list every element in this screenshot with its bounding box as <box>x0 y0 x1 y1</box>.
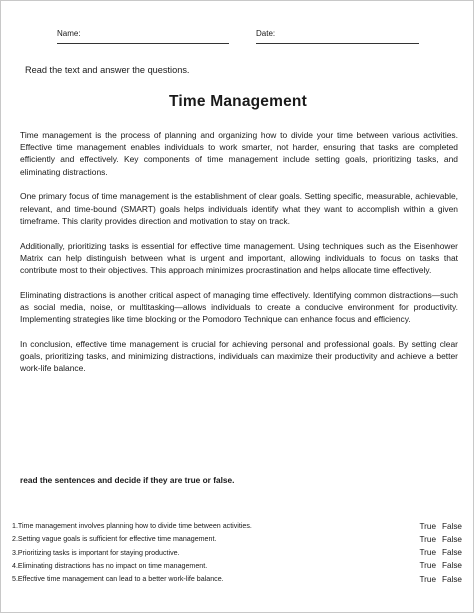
reading-passage <box>20 129 458 387</box>
name-field[interactable] <box>57 28 229 44</box>
name-label: Name: <box>57 29 81 38</box>
true-option[interactable]: True <box>419 534 436 544</box>
question-prompt: read the sentences and decide if they are true or false. <box>20 475 235 485</box>
false-option[interactable]: False <box>441 561 462 571</box>
false-option[interactable]: False <box>441 534 462 544</box>
paragraph: One primary focus of time management is the establishment of clear goals. Setting specific, measurable, achievable, relevant, and time-bound (SMART) goals helps individuals identify what they want to accomplish within a given timeframe. This clarity provides direction and motivation to stay on track. <box>20 191 458 226</box>
paragraph: Time management is the process of planning and organizing how to divide your time between various activities. Effective time management enables individuals to work smarter, not harder, ensuring that tasks are completed efficiently and effectively. Key components of time management include setting goals, prioritizing tasks, and eliminating distractions. <box>20 130 458 177</box>
true-option[interactable]: True <box>419 561 436 571</box>
question-row <box>12 521 464 534</box>
paragraph: Eliminating distractions is another critical aspect of managing time effectively. Identifying common distractions—such as social media, noise, or multitasking—allows individuals to create a conducive environment for productivity. Implementing strategies like time blocking or the Pomodoro Technique can enhance focus and efficiency. <box>20 289 458 325</box>
question-text: 3.Prioritizing tasks is important for staying productive. <box>12 548 180 557</box>
question-row <box>12 548 464 561</box>
true-option[interactable]: True <box>419 548 436 558</box>
date-label: Date: <box>256 29 276 38</box>
paragraph: In conclusion, effective time management is crucial for achieving personal and professional goals. By setting clear goals, prioritizing tasks, and minimizing distractions, individuals can maximize their productivity and achieve a better work-life balance. <box>20 339 458 374</box>
true-false-questions <box>12 521 464 587</box>
true-option[interactable]: True <box>419 521 436 531</box>
question-text: 5.Effective time management can lead to a better work-life balance. <box>12 575 224 584</box>
question-row <box>12 561 464 574</box>
false-option[interactable]: False <box>441 521 462 531</box>
date-field[interactable] <box>256 28 419 44</box>
true-option[interactable]: True <box>419 574 436 584</box>
false-option[interactable]: False <box>441 548 462 558</box>
question-row <box>12 534 464 547</box>
question-text: 2.Setting vague goals is sufficient for effective time management. <box>12 535 217 544</box>
instructions: Read the text and answer the questions. <box>25 65 190 75</box>
header-fields <box>57 28 419 44</box>
false-option[interactable]: False <box>441 574 462 584</box>
question-text: 4.Eliminating distractions has no impact on time management. <box>12 561 208 570</box>
page-title: Time Management <box>169 93 307 110</box>
paragraph: Additionally, prioritizing tasks is essential for effective time management. Using techniques such as the Eisenhower Matrix can help distinguish between what is urgent and important, allowing individuals to focus on tasks that contribute most to their objectives. This approach minimizes procrastination and helps allocate time effectively. <box>20 240 458 276</box>
question-text: 1.Time management involves planning how to divide time between activities. <box>12 522 252 530</box>
question-row <box>12 574 464 587</box>
